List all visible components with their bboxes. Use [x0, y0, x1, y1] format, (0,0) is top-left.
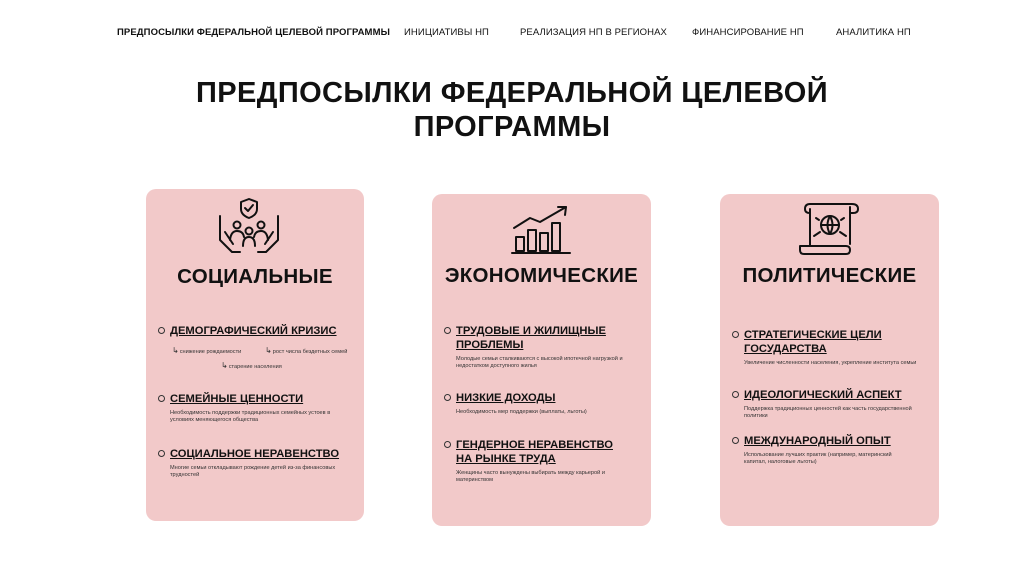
- item-heading: ТРУДОВЫЕ И ЖИЛИЩНЫЕ ПРОБЛЕМЫ: [456, 325, 606, 351]
- page-title-line2: ПРОГРАММЫ: [413, 111, 611, 143]
- item-heading: ГЕНДЕРНОЕ НЕРАВЕНСТВО НА РЫНКЕ ТРУДА: [456, 439, 613, 465]
- arrow-return-icon: ↳: [221, 361, 228, 370]
- nav-item-initiatives[interactable]: ИНИЦИАТИВЫ НП: [404, 27, 489, 38]
- bullet-icon: [158, 450, 165, 457]
- list-item: [444, 438, 641, 485]
- bullet-icon: [158, 327, 165, 334]
- card-title-social: СОЦИАЛЬНЫЕ: [177, 265, 333, 288]
- bullet-icon: [158, 395, 165, 402]
- nav-item-financing[interactable]: ФИНАНСИРОВАНИЕ НП: [692, 27, 804, 38]
- card-social: [146, 189, 364, 521]
- list-item: [158, 392, 354, 425]
- bullet-icon: [444, 394, 451, 401]
- item-heading: ДЕМОГРАФИЧЕСКИЙ КРИЗИС: [170, 325, 337, 337]
- card-political: [720, 194, 939, 526]
- globe-scroll-icon: [798, 200, 862, 258]
- list-item: [732, 388, 929, 421]
- arrow-return-icon: ↳: [265, 346, 272, 355]
- item-heading: СЕМЕЙНЫЕ ЦЕННОСТИ: [170, 393, 304, 405]
- item-heading: МЕЖДУНАРОДНЫЙ ОПЫТ: [744, 435, 891, 447]
- item-heading: СТРАТЕГИЧЕСКИЕ ЦЕЛИ ГОСУДАРСТВА: [744, 329, 882, 355]
- bullet-icon: [732, 331, 739, 338]
- sub-item: [172, 346, 241, 355]
- item-heading: ИДЕОЛОГИЧЕСКИЙ АСПЕКТ: [744, 389, 902, 401]
- growth-chart-icon: [510, 204, 572, 256]
- item-description: Использование лучших практик (например, материнский капитал, налоговые льготы): [744, 452, 892, 466]
- item-heading: НИЗКИЕ ДОХОДЫ: [456, 392, 556, 404]
- sub-item: [221, 361, 282, 370]
- bullet-icon: [444, 441, 451, 448]
- list-item: [444, 324, 641, 371]
- sub-item-label: рост числа бездетных семей: [272, 349, 348, 355]
- item-description: Поддержка традиционных ценностей как часть государственной политики: [744, 406, 912, 420]
- card-title-political: ПОЛИТИЧЕСКИЕ: [742, 264, 917, 287]
- arrow-return-icon: ↳: [172, 346, 179, 355]
- top-navigation: [0, 27, 1024, 41]
- bullet-icon: [732, 391, 739, 398]
- item-description: Необходимость поддержки традиционных семейных устоев в условиях меняющегося общества: [170, 410, 331, 424]
- sub-item-label: снижение рождаемости: [179, 349, 242, 355]
- bullet-icon: [444, 327, 451, 334]
- nav-item-analytics[interactable]: АНАЛИТИКА НП: [836, 27, 911, 38]
- item-description: Молодые семьи сталкиваются с высокой ипотечной нагрузкой и недостатком доступного жилья: [456, 356, 623, 370]
- list-item: [444, 391, 641, 416]
- list-item: [732, 434, 929, 467]
- list-item: [158, 447, 354, 480]
- family-care-icon: [216, 198, 282, 258]
- list-item: [732, 328, 929, 367]
- page-title: [150, 76, 874, 144]
- sub-item: [265, 346, 347, 355]
- list-item: [158, 324, 354, 338]
- card-title-economic: ЭКОНОМИЧЕСКИЕ: [444, 264, 639, 287]
- card-economic: [432, 194, 651, 526]
- page-title-line1: ПРЕДПОСЫЛКИ ФЕДЕРАЛЬНОЙ ЦЕЛЕВОЙ: [196, 77, 828, 109]
- bullet-icon: [732, 437, 739, 444]
- item-description: Женщины часто вынуждены выбирать между карьерой и материнством: [456, 470, 605, 484]
- item-description: Многие семьи откладывают рождение детей из-за финансовых трудностей: [170, 465, 336, 479]
- sub-item-label: старение населения: [228, 364, 282, 370]
- item-description: Увеличение численности населения, укрепление института семьи: [744, 360, 917, 366]
- nav-item-regions[interactable]: РЕАЛИЗАЦИЯ НП В РЕГИОНАХ: [520, 27, 667, 38]
- nav-item-prerequisites[interactable]: ПРЕДПОСЫЛКИ ФЕДЕРАЛЬНОЙ ЦЕЛЕВОЙ ПРОГРАММЫ: [117, 27, 390, 38]
- item-description: Необходимость мер поддержки (выплаты, льготы): [456, 409, 587, 415]
- item-heading: СОЦИАЛЬНОЕ НЕРАВЕНСТВО: [170, 448, 340, 460]
